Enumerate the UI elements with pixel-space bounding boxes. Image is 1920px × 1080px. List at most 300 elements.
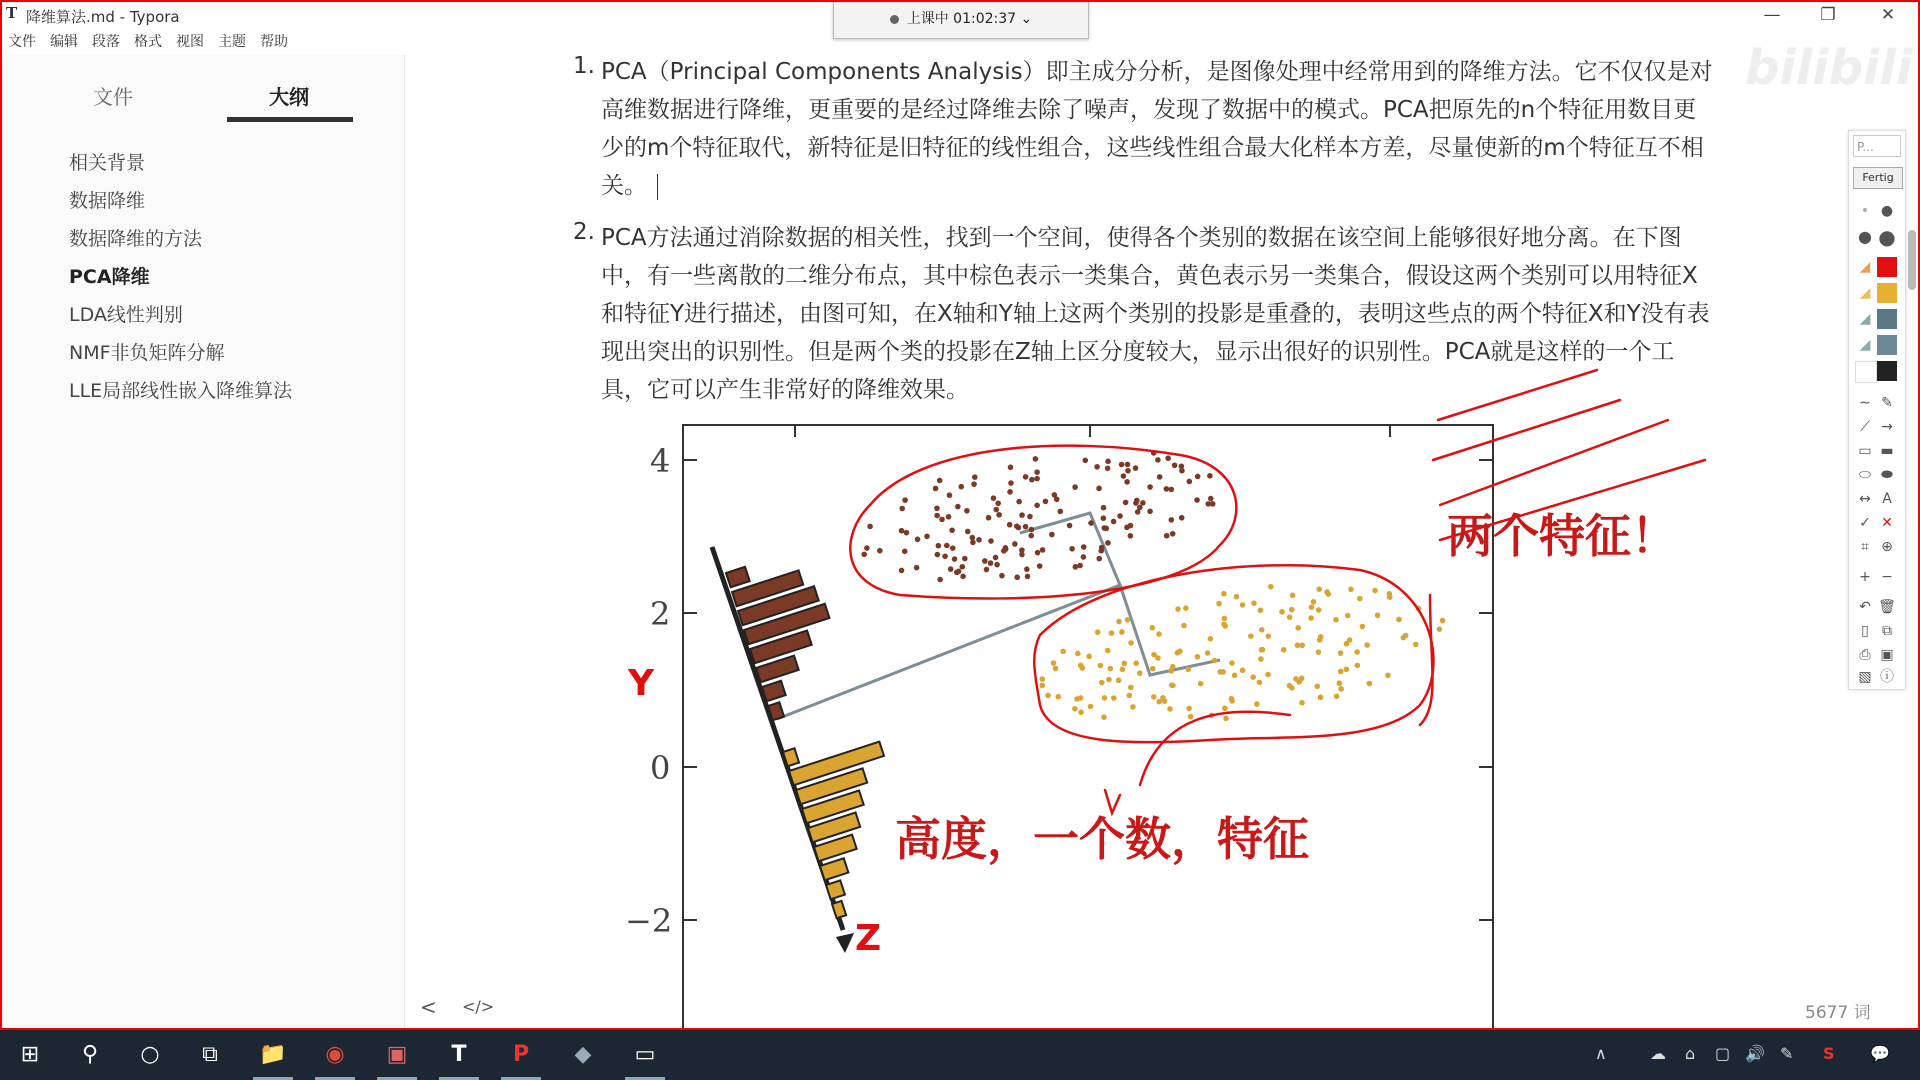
scatter-point — [1222, 705, 1228, 711]
scatter-point — [970, 540, 976, 546]
paragraph-2-line: PCA方法通过消除数据的相关性，找到一个空间，使得各个类别的数据在该空间上能够很好地分离。在下图 — [601, 225, 1682, 251]
scatter-point — [1121, 661, 1127, 667]
word-count[interactable]: 5677 词 — [1805, 1003, 1871, 1023]
scatter-point — [964, 508, 970, 514]
dot-small-icon[interactable]: • — [1860, 203, 1870, 219]
scatter-point — [993, 555, 999, 561]
scatter-point — [1234, 594, 1240, 600]
scatter-point — [1134, 498, 1140, 504]
outline-item[interactable]: 相关背景 — [69, 152, 146, 174]
sogou-icon[interactable]: S — [1823, 1044, 1835, 1063]
scatter-point — [1150, 625, 1156, 631]
scatter-point — [1175, 606, 1181, 612]
scatter-point — [1183, 605, 1189, 611]
recording-label: 上课中 01:02:37 ⌄ — [906, 11, 1033, 27]
brown-cluster — [861, 450, 1215, 582]
scatter-point — [1128, 523, 1134, 529]
cross-icon[interactable]: ✕ — [1881, 515, 1893, 531]
scatter-point — [1296, 679, 1302, 685]
color-red-swatch[interactable] — [1877, 257, 1897, 277]
scatter-point — [1008, 464, 1014, 470]
scatter-point — [1072, 706, 1078, 712]
scatter-point — [1345, 613, 1351, 619]
scatter-point — [899, 528, 905, 534]
pca-figure — [600, 405, 1677, 1030]
arrow-icon[interactable]: → — [1881, 419, 1893, 435]
scatter-point — [1151, 694, 1157, 700]
scatter-point — [1240, 667, 1246, 673]
scatter-point — [1130, 704, 1136, 710]
scatter-point — [1258, 656, 1264, 662]
histogram-bar — [820, 858, 848, 880]
yellow-histogram — [783, 742, 884, 919]
scatter-point — [1221, 591, 1227, 597]
scatter-point — [1299, 700, 1305, 706]
scatter-point — [1128, 533, 1134, 539]
scatter-point — [1082, 458, 1088, 464]
scatter-point — [1186, 666, 1192, 672]
menu-paragraph[interactable]: 段落 — [92, 34, 120, 50]
save-icon[interactable]: ▣ — [1880, 647, 1894, 663]
ellipse-icon[interactable]: ⬭ — [1859, 467, 1871, 483]
scatter-point — [1147, 509, 1153, 515]
scatter-point — [1259, 627, 1265, 633]
scatter-point — [1348, 586, 1354, 592]
scatter-point — [1137, 670, 1143, 676]
scatter-point — [1179, 468, 1185, 474]
y-axis-label: Y — [628, 663, 655, 704]
scatter-point — [1051, 660, 1057, 666]
terminal-icon[interactable]: ▭ — [620, 1030, 670, 1080]
scatter-point — [1034, 503, 1040, 509]
scatter-point — [962, 556, 968, 562]
outline-item[interactable]: LDA线性判别 — [69, 304, 183, 326]
scatter-point — [1268, 584, 1274, 590]
scatter-point — [1014, 523, 1020, 529]
menu-help[interactable]: 帮助 — [260, 34, 288, 50]
tab-outline[interactable]: 大纲 — [269, 85, 309, 109]
scatter-point — [1289, 607, 1295, 613]
scatter-point — [976, 537, 982, 543]
scatter-point — [1248, 633, 1254, 639]
scatter-point — [1169, 682, 1175, 688]
scatter-point — [1338, 669, 1344, 675]
scatter-point — [1067, 523, 1073, 529]
color-yellow-swatch[interactable] — [1877, 283, 1897, 303]
scatter-point — [1120, 666, 1126, 672]
scatter-point — [914, 565, 920, 571]
source-mode-icon[interactable]: </> — [462, 997, 495, 1016]
paragraph-2-line: 中，有一些离散的二维分布点，其中棕色表示一类集合，黄色表示另一类集合，假设这两个类别可以用特征X — [601, 263, 1698, 289]
scatter-point — [984, 567, 990, 573]
zoom-icon[interactable]: ⊕ — [1881, 539, 1893, 555]
scatter-point — [1056, 694, 1062, 700]
scatter-point — [899, 506, 905, 512]
scatter-point — [988, 560, 994, 566]
cortana-icon[interactable]: ○ — [140, 1042, 160, 1067]
scatter-point — [1155, 457, 1161, 463]
scatter-point — [915, 537, 921, 543]
scatter-point — [1108, 666, 1114, 672]
scatter-point — [1325, 591, 1331, 597]
scatter-point — [1281, 647, 1287, 653]
scatter-point — [1096, 486, 1102, 492]
scatter-point — [1133, 660, 1139, 666]
scatter-point — [942, 554, 948, 560]
collapse-sidebar-icon[interactable]: < — [420, 995, 437, 1019]
scatter-point — [1016, 499, 1022, 505]
scatter-point — [946, 514, 952, 520]
scatter-point — [904, 530, 910, 536]
line-icon[interactable]: ⟋ — [1860, 419, 1870, 435]
paragraph-1-line: 少的m个特征取代，新特征是旧特征的线性组合，这些线性组合最大化样本方差，尽量使新的m个特征互不相 — [601, 135, 1704, 161]
search-icon[interactable]: ⚲ — [81, 1042, 99, 1067]
rectangle-icon[interactable]: ▭ — [1858, 443, 1872, 459]
scatter-point — [1259, 647, 1265, 653]
scatter-point — [1053, 666, 1059, 672]
scatter-point — [1054, 496, 1060, 502]
scatter-point — [1125, 462, 1131, 468]
scatter-point — [1387, 594, 1393, 600]
paragraph-1-line: 高维数据进行降维，更重要的是经过降维去除了噪声，发现了数据中的模式。PCA把原先的n个特征用数目更 — [601, 97, 1697, 123]
color-white-swatch[interactable] — [1855, 361, 1877, 383]
tab-files[interactable]: 文件 — [93, 85, 133, 109]
undo-icon[interactable]: ↶ — [1859, 599, 1871, 615]
trash-icon[interactable]: 🗑 — [1878, 599, 1896, 615]
scatter-point — [1344, 641, 1350, 647]
vertical-scrollbar[interactable] — [1908, 230, 1916, 290]
scatter-point — [1186, 706, 1192, 712]
scatter-point — [1198, 681, 1204, 687]
scatter-point — [902, 549, 908, 555]
scatter-point — [1096, 556, 1102, 562]
chrome-icon[interactable]: ◉ — [310, 1030, 360, 1080]
image-icon[interactable]: ▧ — [1858, 669, 1872, 685]
scatter-point — [1121, 473, 1127, 479]
pencil-icon[interactable]: ✎ — [1881, 395, 1893, 411]
scatter-point — [1217, 669, 1223, 675]
scatter-point — [1111, 519, 1117, 525]
scatter-point — [1077, 563, 1083, 569]
scatter-point — [1334, 693, 1340, 699]
scatter-point — [1088, 704, 1094, 710]
scatter-point — [933, 486, 939, 492]
scatter-point — [1316, 586, 1322, 592]
scatter-point — [1155, 655, 1161, 661]
ink-annotations — [850, 370, 1705, 813]
scatter-point — [1099, 680, 1105, 686]
close-button[interactable]: ✕ — [1880, 5, 1896, 25]
scatter-point — [936, 543, 942, 549]
scatter-point — [1102, 695, 1108, 701]
scatter-point — [1279, 609, 1285, 615]
scatter-point — [1396, 617, 1402, 623]
histogram-bar — [762, 681, 786, 701]
scatter-point — [944, 543, 950, 549]
copy-icon[interactable]: ⧉ — [1882, 623, 1892, 639]
scatter-point — [1287, 614, 1293, 620]
scatter-point — [955, 504, 961, 510]
scatter-point — [1105, 459, 1111, 465]
marker-yellow-icon[interactable]: ◢ — [1859, 285, 1871, 301]
scatter-point — [960, 574, 966, 580]
scatter-point — [991, 495, 997, 501]
plot-frame — [683, 425, 1493, 1045]
scatter-point — [1116, 619, 1122, 625]
volume-icon[interactable]: 🔊 — [1745, 1044, 1765, 1063]
scatter-point — [1106, 677, 1112, 683]
scatter-point — [1133, 465, 1139, 471]
scatter-point — [1194, 497, 1200, 503]
scatter-point — [1019, 512, 1025, 518]
scatter-point — [902, 497, 908, 503]
scatter-point — [1094, 464, 1100, 470]
scatter-point — [1124, 479, 1130, 485]
minus-icon[interactable]: − — [1881, 569, 1893, 585]
app-icon[interactable]: ◆ — [574, 1042, 592, 1067]
scatter-point — [1014, 574, 1020, 580]
scatter-point — [1221, 621, 1227, 627]
scatter-point — [1169, 487, 1175, 493]
checkmark-icon[interactable]: ✓ — [1859, 515, 1871, 531]
palette-title[interactable]: P... — [1853, 135, 1901, 157]
scatter-point — [1024, 566, 1030, 572]
menu-view[interactable]: 视图 — [176, 34, 204, 50]
scatter-point — [1073, 564, 1079, 570]
paragraph-2-line: 和特征Y进行描述，由图可知，在X轴和Y轴上这两个类别的投影是重叠的，表明这些点的两个特征X和Y没有表 — [601, 301, 1710, 327]
scatter-point — [1057, 509, 1063, 515]
scatter-point — [1372, 588, 1378, 594]
filled-ellipse-icon[interactable]: ⬬ — [1881, 467, 1893, 483]
active-tab-indicator — [227, 117, 353, 122]
scatter-point — [1344, 667, 1350, 673]
new-page-icon[interactable]: ▯ — [1861, 623, 1869, 639]
scatter-point — [994, 562, 1000, 568]
scatter-point — [1195, 474, 1201, 480]
scatter-point — [899, 568, 905, 574]
scatter-point — [1069, 546, 1075, 552]
task-view-icon[interactable]: ⧉ — [202, 1042, 218, 1067]
y-tick-label: 2 — [650, 595, 671, 633]
menu-format[interactable]: 格式 — [134, 34, 162, 50]
scatter-point — [1150, 666, 1156, 672]
scatter-point — [950, 545, 956, 551]
scatter-point — [1127, 693, 1133, 699]
outline-item[interactable]: 数据降维 — [69, 190, 146, 212]
scatter-point — [1119, 462, 1125, 468]
fertig-button[interactable]: Fertig — [1853, 167, 1903, 189]
bilibili-watermark: bilibili — [1745, 40, 1913, 96]
scatter-point — [1208, 636, 1214, 642]
scatter-point — [934, 513, 940, 519]
menu-file[interactable]: 文件 — [8, 34, 36, 50]
scatter-point — [1033, 456, 1039, 462]
scatter-point — [1207, 473, 1213, 479]
scatter-point — [1309, 604, 1315, 610]
scatter-point — [1123, 500, 1129, 506]
scatter-point — [1035, 550, 1041, 556]
pen-icon[interactable]: ✎ — [1780, 1044, 1794, 1063]
scatter-point — [1338, 686, 1344, 692]
tray-expand-icon[interactable]: ∧ — [1595, 1044, 1607, 1063]
scatter-point — [1156, 699, 1162, 705]
scatter-point — [1081, 544, 1087, 550]
scatter-point — [1028, 533, 1034, 539]
scatter-point — [988, 538, 994, 544]
notification-icon[interactable]: 💬 — [1870, 1044, 1890, 1063]
scatter-point — [1229, 696, 1235, 702]
scatter-point — [1003, 545, 1009, 551]
scatter-point — [1117, 513, 1123, 519]
color-gray-swatch[interactable] — [1877, 335, 1897, 355]
histogram-bar — [832, 901, 846, 918]
display-icon[interactable]: ▢ — [1715, 1044, 1731, 1063]
scatter-point — [1105, 648, 1111, 654]
paragraph-1-line — [601, 167, 1761, 205]
scatter-point — [1337, 680, 1343, 686]
scatter-point — [1375, 612, 1381, 618]
scatter-point — [993, 507, 999, 513]
scatter-point — [1164, 533, 1170, 539]
scatter-point — [1025, 574, 1031, 580]
scatter-point — [1250, 674, 1256, 680]
scatter-point — [1413, 642, 1419, 648]
scatter-point — [1007, 489, 1013, 495]
scatter-point — [1318, 694, 1324, 700]
scatter-point — [1075, 651, 1081, 657]
scatter-point — [1147, 484, 1153, 490]
scatter-point — [877, 548, 883, 554]
scatter-point — [1165, 455, 1171, 461]
scatter-point — [1179, 515, 1185, 521]
scatter-point — [1222, 616, 1228, 622]
scatter-point — [959, 564, 965, 570]
scatter-point — [1251, 600, 1257, 606]
scatter-point — [1023, 524, 1029, 530]
color-blue-swatch[interactable] — [1877, 309, 1897, 329]
scatter-point — [1354, 649, 1360, 655]
scatter-point — [1060, 649, 1066, 655]
menu-bar — [0, 30, 1920, 54]
scatter-point — [939, 517, 945, 523]
scatter-point — [1258, 607, 1264, 613]
paragraph-1[interactable] — [601, 53, 1761, 205]
scatter-point — [1156, 631, 1162, 637]
scatter-point — [861, 552, 867, 558]
typora-taskbar-icon[interactable]: T — [434, 1030, 484, 1080]
crop-icon[interactable]: ⌗ — [1861, 539, 1869, 555]
info-icon[interactable]: ⓘ — [1880, 669, 1894, 685]
scatter-point — [937, 478, 943, 484]
scatter-point — [867, 524, 873, 530]
screen-tool-icon[interactable]: ▣ — [372, 1030, 422, 1080]
scatter-point — [1208, 496, 1214, 502]
file-explorer-icon[interactable]: 📁 — [248, 1030, 298, 1080]
marker-orange-icon[interactable]: ◢ — [1859, 259, 1871, 275]
minimize-button[interactable]: — — [1763, 5, 1781, 25]
scatter-point — [1029, 477, 1035, 483]
scatter-point — [1164, 486, 1170, 492]
scatter-point — [1039, 676, 1045, 682]
scatter-point — [1034, 476, 1040, 482]
scatter-point — [1240, 602, 1246, 608]
pdf-icon[interactable]: P — [496, 1030, 546, 1080]
dot-medium-icon[interactable]: ● — [1880, 203, 1894, 219]
scatter-point — [1098, 663, 1104, 669]
scatter-point — [948, 566, 954, 572]
menu-theme[interactable]: 主题 — [218, 34, 246, 50]
text-tool-icon[interactable]: A — [1882, 491, 1892, 507]
marker-gray-icon[interactable]: ◢ — [1859, 337, 1871, 353]
scatter-point — [1308, 615, 1314, 621]
scatter-point — [1212, 658, 1218, 664]
outline-item[interactable]: 数据降维的方法 — [69, 228, 203, 250]
scatter-point — [1316, 607, 1322, 613]
scatter-point — [999, 573, 1005, 579]
cloud-icon[interactable]: ☁ — [1650, 1044, 1666, 1063]
scatter-point — [1045, 693, 1051, 699]
freehand-icon[interactable]: ∼ — [1859, 395, 1871, 411]
scatter-point — [1333, 617, 1339, 623]
scatter-point — [1187, 479, 1193, 485]
dot-xlarge-icon[interactable]: ● — [1878, 225, 1896, 249]
network-icon[interactable]: ⌂ — [1685, 1044, 1696, 1063]
scatter-point — [1338, 650, 1344, 656]
double-arrow-icon[interactable]: ↔ — [1859, 491, 1871, 507]
sidebar — [0, 55, 405, 1030]
annotation-height-feature: 高度，一个数，特征 — [895, 812, 1309, 866]
scatter-point — [1049, 532, 1055, 538]
scatter-point — [986, 515, 992, 521]
scatter-point — [1360, 624, 1366, 630]
print-icon[interactable]: ⎙ — [1859, 647, 1871, 663]
scatter-point — [1125, 468, 1131, 474]
scatter-point — [1401, 635, 1407, 641]
paragraph-2[interactable] — [601, 219, 1761, 409]
maximize-button[interactable]: ❐ — [1820, 5, 1836, 25]
scatter-point — [1125, 617, 1131, 623]
scatter-point — [996, 512, 1002, 518]
scatter-point — [952, 556, 958, 562]
outline-item[interactable]: LLE局部线性嵌入降维算法 — [69, 380, 293, 402]
scatter-point — [1287, 683, 1293, 689]
scatter-point — [1081, 554, 1087, 560]
marker-blue-icon[interactable]: ◢ — [1859, 311, 1871, 327]
outline-item-active[interactable]: PCA降维 — [69, 266, 150, 288]
filled-rectangle-icon[interactable]: ▬ — [1880, 443, 1894, 459]
start-icon[interactable]: ⊞ — [20, 1042, 40, 1067]
outline-item[interactable]: NMF非负矩阵分解 — [69, 342, 225, 364]
dot-large-icon[interactable]: ● — [1858, 227, 1872, 246]
scatter-point — [1257, 680, 1263, 686]
scatter-point — [1195, 654, 1201, 660]
scatter-point — [1029, 527, 1035, 533]
taskbar — [0, 1030, 1920, 1080]
scatter-point — [864, 545, 870, 551]
plus-icon[interactable]: + — [1859, 569, 1871, 585]
scatter-point — [1119, 629, 1125, 635]
scatter-point — [937, 577, 943, 583]
scatter-point — [1290, 592, 1296, 598]
y-tick-label: 4 — [650, 442, 671, 480]
scatter-point — [1216, 601, 1222, 607]
scatter-point — [934, 505, 940, 511]
text-cursor — [657, 174, 658, 200]
menu-edit[interactable]: 编辑 — [50, 34, 78, 50]
scatter-point — [1229, 660, 1235, 666]
color-black-swatch[interactable] — [1877, 361, 1897, 381]
histogram-bar — [826, 880, 845, 899]
